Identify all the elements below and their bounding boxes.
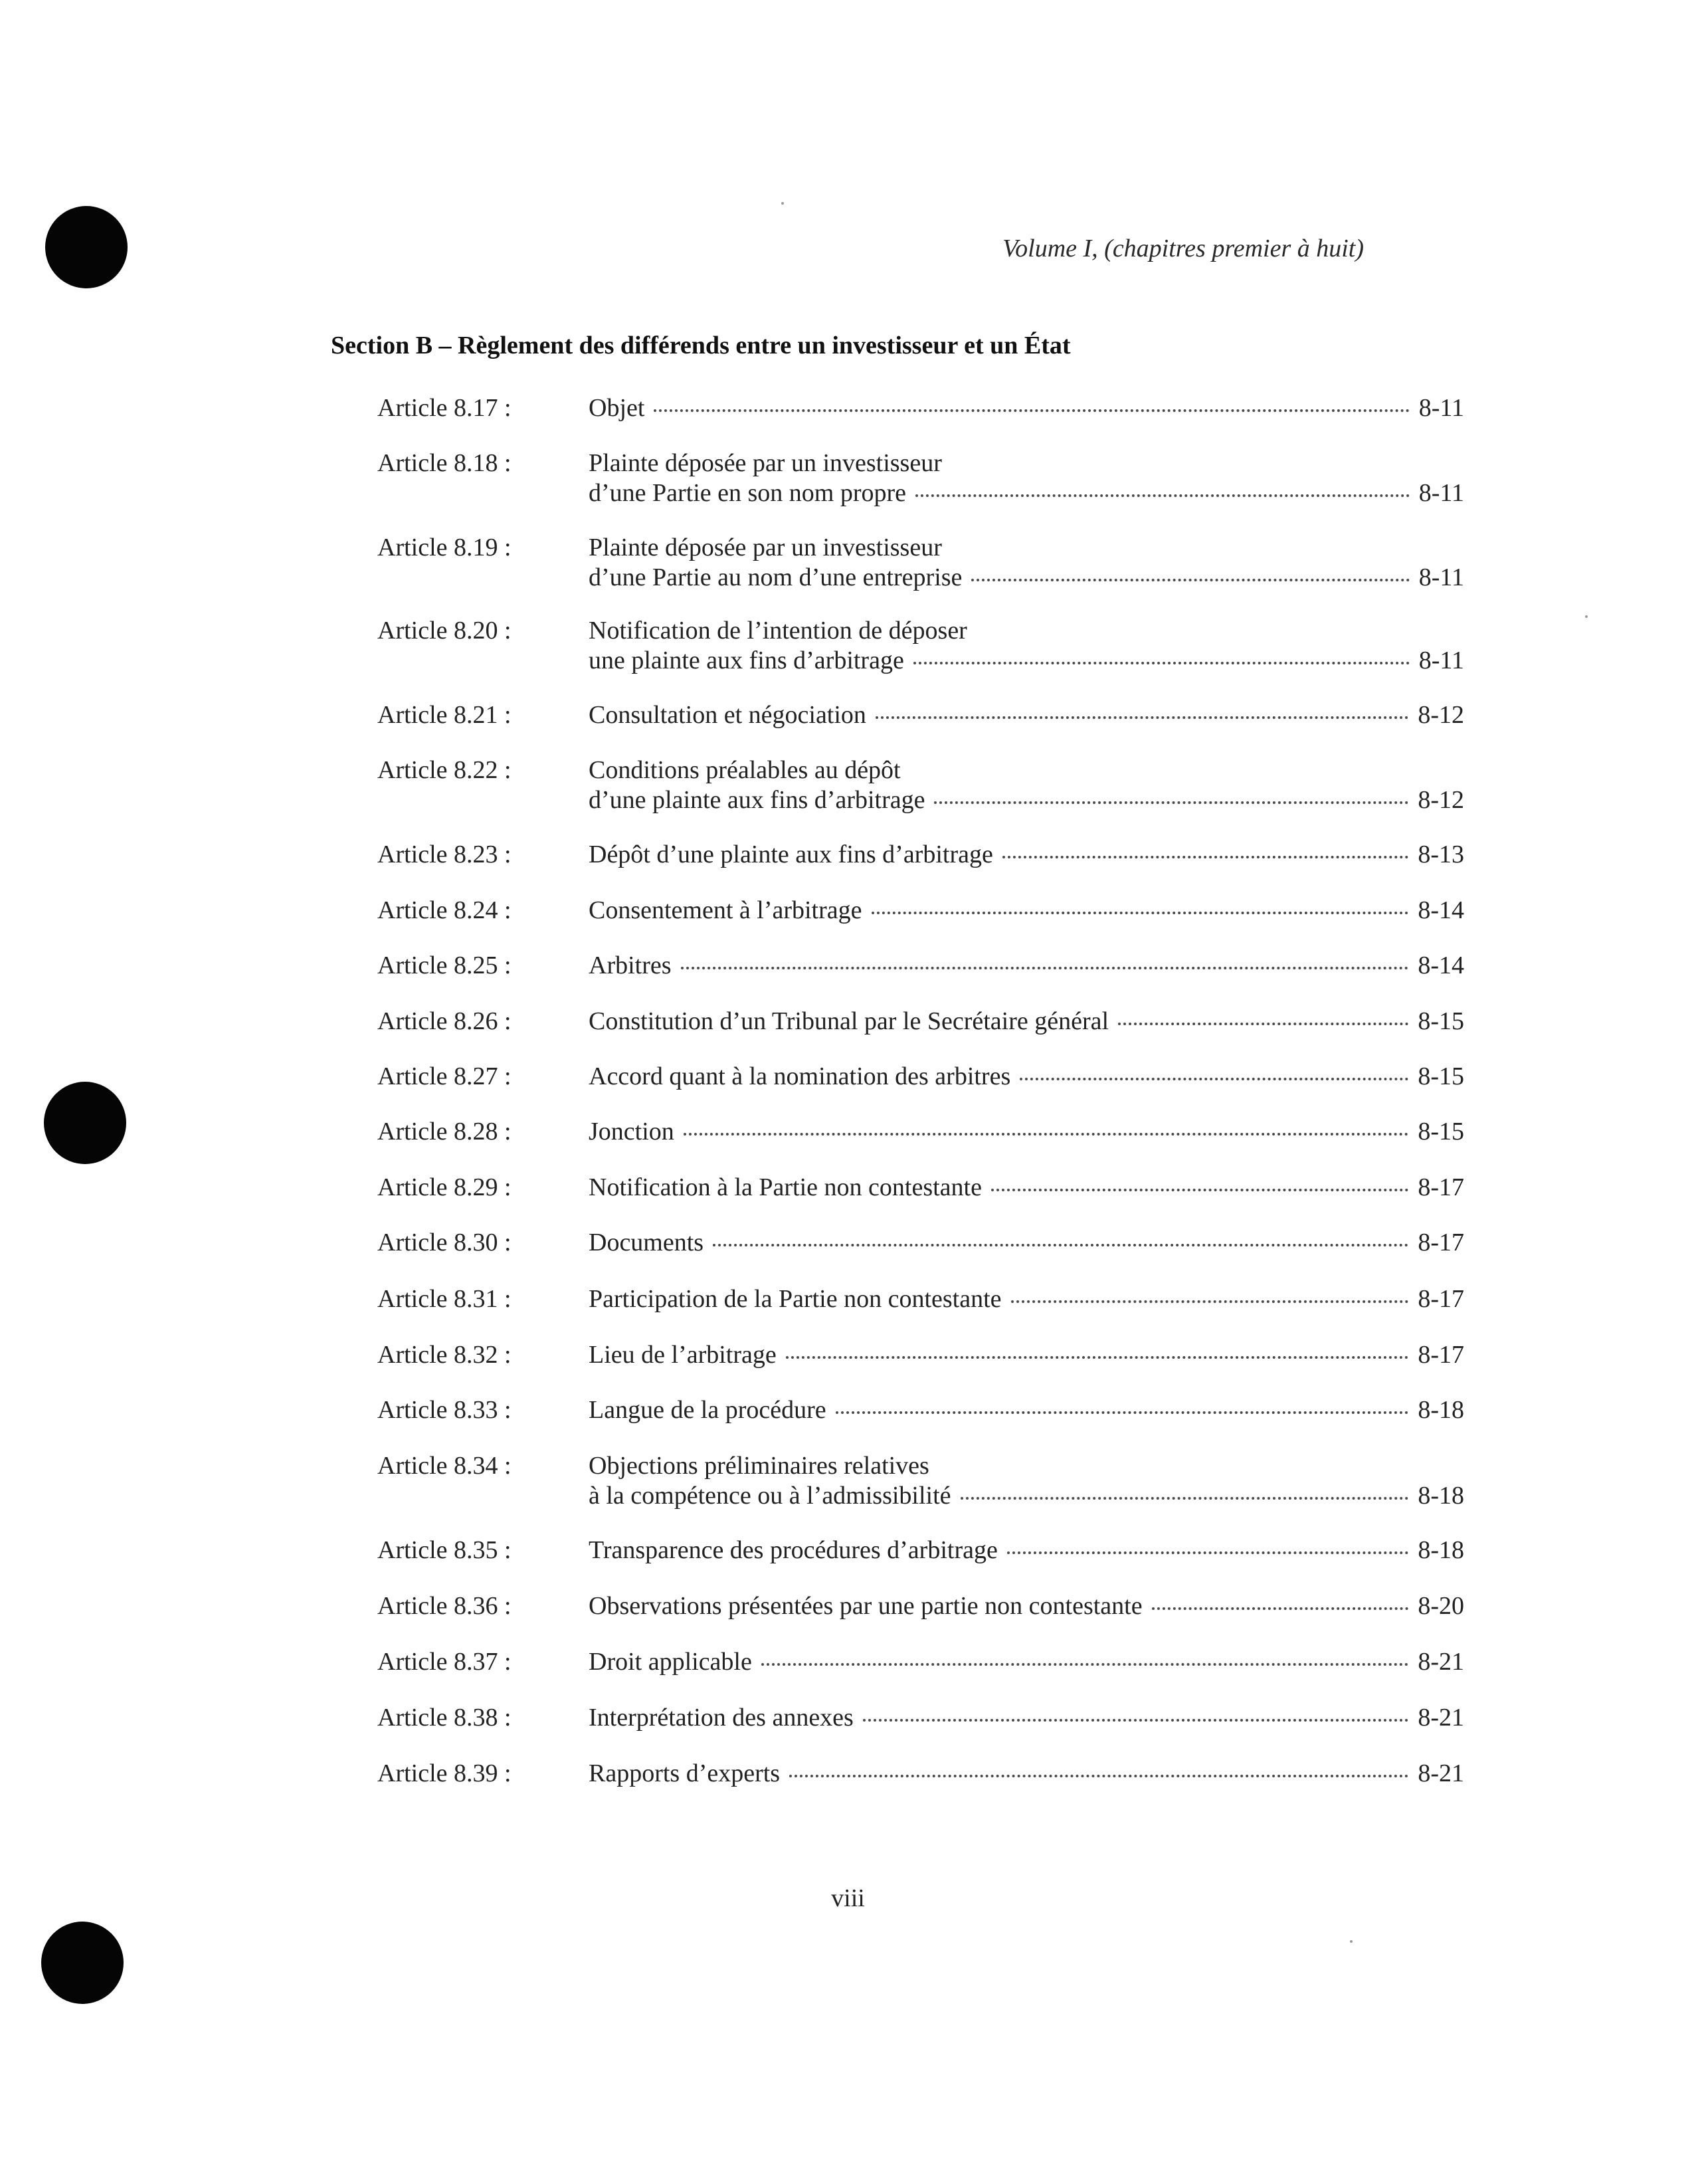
- page-reference: 8-11: [1418, 394, 1464, 422]
- entry-title: Notification de l’intention de déposer: [589, 617, 967, 645]
- dot-leader: [836, 1411, 1409, 1414]
- article-number: Article 8.27 :: [377, 1062, 512, 1090]
- page-reference: 8-21: [1418, 1648, 1464, 1676]
- entry-title-block: [589, 840, 1464, 870]
- toc-entry: [377, 1536, 1464, 1565]
- entry-title: Plainte déposée par un investisseur: [589, 534, 942, 561]
- page-reference: 8-15: [1418, 1062, 1464, 1090]
- entry-title-block: [589, 1536, 1464, 1565]
- toc-entry: [377, 1173, 1464, 1203]
- page-reference: 8-18: [1418, 1482, 1464, 1510]
- article-number: Article 8.30 :: [377, 1229, 512, 1256]
- entry-leader-line: [589, 1340, 1464, 1370]
- article-number: Article 8.32 :: [377, 1341, 512, 1369]
- entry-title: Transparence des procédures d’arbitrage: [589, 1536, 998, 1564]
- toc-entry: [377, 1284, 1464, 1314]
- entry-title-block: [589, 700, 1464, 730]
- toc-entry: [377, 1228, 1464, 1258]
- toc-entry: [377, 700, 1464, 730]
- entry-title: à la compétence ou à l’admissibilité: [589, 1482, 951, 1510]
- article-number: Article 8.28 :: [377, 1118, 512, 1145]
- article-number: Article 8.31 :: [377, 1285, 512, 1313]
- entry-title: d’une Partie au nom d’une entreprise: [589, 563, 963, 591]
- toc-entry: [377, 951, 1464, 981]
- entry-title: Consentement à l’arbitrage: [589, 896, 862, 924]
- toc-entry: [377, 448, 1464, 508]
- dot-leader: [915, 494, 1410, 497]
- page-reference: 8-14: [1418, 896, 1464, 924]
- article-number: Article 8.19 :: [377, 534, 512, 561]
- dot-leader: [1007, 1551, 1409, 1554]
- dot-leader: [786, 1356, 1409, 1359]
- page-reference: 8-15: [1418, 1007, 1464, 1035]
- article-number: Article 8.34 :: [377, 1452, 512, 1480]
- entry-title-block: [589, 393, 1464, 423]
- entry-title: une plainte aux fins d’arbitrage: [589, 646, 904, 674]
- page-reference: 8-12: [1418, 701, 1464, 729]
- entry-leader-line: [589, 1703, 1464, 1733]
- entry-title-block: [589, 1759, 1464, 1789]
- page-reference: 8-21: [1418, 1704, 1464, 1732]
- page-reference: 8-17: [1418, 1341, 1464, 1369]
- entry-leader-line: [589, 1647, 1464, 1677]
- entry-title-block: [589, 1703, 1464, 1733]
- page-number: viii: [831, 1884, 865, 1912]
- dot-leader: [1152, 1607, 1409, 1610]
- entry-title: Accord quant à la nomination des arbitres: [589, 1062, 1011, 1090]
- article-number: Article 8.38 :: [377, 1704, 512, 1732]
- article-number: Article 8.17 :: [377, 394, 512, 422]
- toc-entry: [377, 1340, 1464, 1370]
- article-number: Article 8.21 :: [377, 701, 512, 729]
- entry-leader-line: [589, 393, 1464, 423]
- entry-leader-line: [589, 1117, 1464, 1147]
- entry-title: Arbitres: [589, 951, 672, 979]
- entry-title-block: [589, 1228, 1464, 1258]
- entry-title-block: [589, 951, 1464, 981]
- page-reference: 8-20: [1418, 1592, 1464, 1620]
- article-number: Article 8.39 :: [377, 1759, 512, 1787]
- article-number: Article 8.20 :: [377, 617, 512, 645]
- running-header: Volume I, (chapitres premier à huit): [1002, 235, 1364, 262]
- entry-title: Participation de la Partie non contestante: [589, 1285, 1002, 1313]
- entry-leader-line: [589, 1395, 1464, 1425]
- entry-title: Documents: [589, 1229, 704, 1256]
- article-number: Article 8.37 :: [377, 1648, 512, 1676]
- dot-leader: [1011, 1300, 1409, 1303]
- entry-title: d’une Partie en son nom propre: [589, 479, 907, 507]
- dot-leader: [654, 409, 1409, 412]
- article-number: Article 8.33 :: [377, 1396, 512, 1424]
- entry-title-block: [589, 1062, 1464, 1092]
- dot-leader: [713, 1244, 1408, 1246]
- entry-leader-line: [589, 563, 1464, 593]
- article-number: Article 8.29 :: [377, 1173, 512, 1201]
- entry-title-block: [589, 755, 1464, 815]
- dot-leader: [876, 716, 1408, 719]
- entry-title: Jonction: [589, 1118, 674, 1145]
- dot-leader: [863, 1719, 1409, 1722]
- entry-title-block: [589, 1591, 1464, 1621]
- entry-title: Observations présentées par une partie non contestante: [589, 1592, 1143, 1620]
- article-number: Article 8.24 :: [377, 896, 512, 924]
- page-reference: 8-11: [1418, 563, 1464, 591]
- entry-title: Rapports d’experts: [589, 1759, 781, 1787]
- toc-entry: [377, 755, 1464, 815]
- entry-title: Notification à la Partie non contestante: [589, 1173, 982, 1201]
- entry-leader-line: [589, 1007, 1464, 1037]
- toc-entry: [377, 1591, 1464, 1621]
- entry-title: Droit applicable: [589, 1648, 752, 1676]
- entry-title: Objections préliminaires relatives: [589, 1452, 929, 1480]
- entry-leader-line: [589, 1228, 1464, 1258]
- page-reference: 8-18: [1418, 1396, 1464, 1424]
- entry-title-block: [589, 1117, 1464, 1147]
- entry-title-block: [589, 1395, 1464, 1425]
- entry-leader-line: [589, 1481, 1464, 1511]
- page-reference: 8-11: [1418, 479, 1464, 507]
- toc-entry: [377, 533, 1464, 593]
- entry-leader-line: [589, 840, 1464, 870]
- article-number: Article 8.18 :: [377, 449, 512, 477]
- dot-leader: [1020, 1078, 1408, 1080]
- toc-entry: [377, 1062, 1464, 1092]
- page-reference: 8-14: [1418, 951, 1464, 979]
- entry-title: Conditions préalables au dépôt: [589, 756, 901, 784]
- entry-title-block: [589, 448, 1464, 508]
- entry-leader-line: [589, 1173, 1464, 1203]
- toc-entry: [377, 1395, 1464, 1425]
- dot-leader: [934, 801, 1408, 804]
- entry-title-block: [589, 896, 1464, 926]
- page-reference: 8-17: [1418, 1229, 1464, 1256]
- toc-entry: [377, 1647, 1464, 1677]
- dot-leader: [761, 1663, 1408, 1666]
- entry-title-block: [589, 1340, 1464, 1370]
- page-reference: 8-15: [1418, 1118, 1464, 1145]
- article-number: Article 8.26 :: [377, 1007, 512, 1035]
- entry-title: Interprétation des annexes: [589, 1704, 854, 1732]
- article-number: Article 8.35 :: [377, 1536, 512, 1564]
- entry-leader-line: [589, 951, 1464, 981]
- toc-entry: [377, 840, 1464, 870]
- article-number: Article 8.23 :: [377, 841, 512, 868]
- dot-leader: [961, 1497, 1409, 1500]
- entry-title: Consultation et négociation: [589, 701, 866, 729]
- toc-entry: [377, 896, 1464, 926]
- entry-title-block: [589, 533, 1464, 593]
- dot-leader: [991, 1189, 1408, 1191]
- page-reference: 8-21: [1418, 1759, 1464, 1787]
- entry-leader-line: [589, 700, 1464, 730]
- toc-entry: [377, 616, 1464, 676]
- entry-leader-line: [589, 1536, 1464, 1565]
- toc-entry: [377, 1007, 1464, 1037]
- toc-entry: [377, 393, 1464, 423]
- entry-leader-line: [589, 1062, 1464, 1092]
- entry-title: Lieu de l’arbitrage: [589, 1341, 777, 1369]
- dot-leader: [681, 967, 1409, 969]
- entry-leader-line: [589, 1759, 1464, 1789]
- toc-entry: [377, 1759, 1464, 1789]
- entry-title-block: [589, 1173, 1464, 1203]
- entry-title: Plainte déposée par un investisseur: [589, 449, 942, 477]
- dot-leader: [1118, 1023, 1408, 1025]
- entry-leader-line: [589, 1591, 1464, 1621]
- entry-title-block: [589, 616, 1464, 676]
- page-reference: 8-17: [1418, 1173, 1464, 1201]
- article-number: Article 8.22 :: [377, 756, 512, 784]
- entry-title: Constitution d’un Tribunal par le Secrétaire général: [589, 1007, 1109, 1035]
- page-reference: 8-17: [1418, 1285, 1464, 1313]
- entry-title: Langue de la procédure: [589, 1396, 826, 1424]
- entry-leader-line: [589, 646, 1464, 676]
- dot-leader: [789, 1775, 1408, 1777]
- toc-entry: [377, 1703, 1464, 1733]
- dot-leader: [872, 912, 1409, 914]
- article-number: Article 8.36 :: [377, 1592, 512, 1620]
- page-reference: 8-13: [1418, 841, 1464, 868]
- dot-leader: [971, 579, 1409, 581]
- entry-title-block: [589, 1007, 1464, 1037]
- page-reference: 8-12: [1418, 786, 1464, 814]
- dot-leader: [684, 1133, 1409, 1136]
- entry-leader-line: [589, 785, 1464, 815]
- toc-entry: [377, 1451, 1464, 1511]
- entry-title: Dépôt d’une plainte aux fins d’arbitrage: [589, 841, 993, 868]
- entry-title: Objet: [589, 394, 645, 422]
- entry-title-block: [589, 1647, 1464, 1677]
- article-number: Article 8.25 :: [377, 951, 512, 979]
- dot-leader: [913, 662, 1410, 664]
- entry-title-block: [589, 1451, 1464, 1511]
- toc-entry: [377, 1117, 1464, 1147]
- dot-leader: [1002, 856, 1409, 858]
- entry-leader-line: [589, 478, 1464, 508]
- entry-title-block: [589, 1284, 1464, 1314]
- entry-leader-line: [589, 896, 1464, 926]
- entry-title: d’une plainte aux fins d’arbitrage: [589, 786, 925, 814]
- entry-leader-line: [589, 1284, 1464, 1314]
- section-heading: Section B – Règlement des différends entre un investisseur et un État: [331, 332, 1071, 359]
- page-reference: 8-18: [1418, 1536, 1464, 1564]
- page-reference: 8-11: [1418, 646, 1464, 674]
